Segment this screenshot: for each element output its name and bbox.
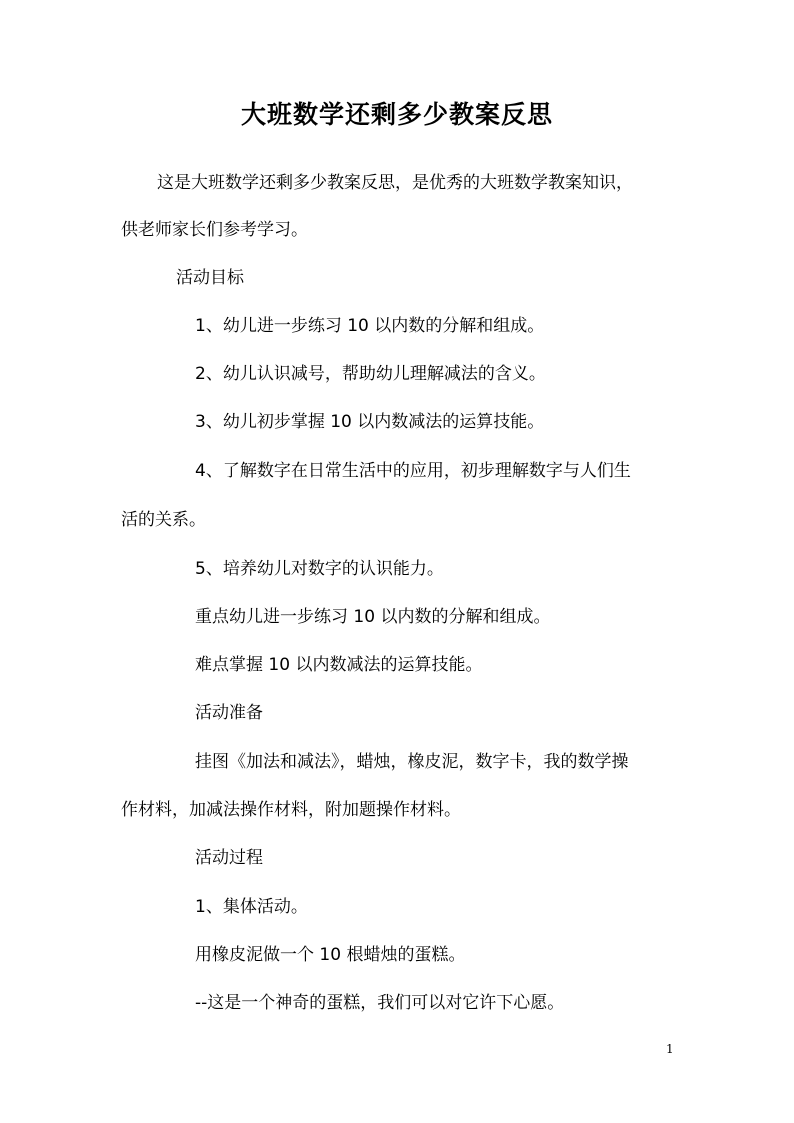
page-number: 1 [666,1042,674,1056]
document-title: 大班数学还剩多少教案反思 [240,100,553,129]
list-item: 5、培养幼儿对数字的认识能力。 [195,559,444,579]
section-heading-goals: 活动目标 [176,268,244,288]
paragraph-line: 作材料，加减法操作材料，附加题操作材料。 [121,800,461,820]
paragraph-line: 重点幼儿进一步练习 10 以内数的分解和组成。 [195,607,551,627]
list-item: 4、了解数字在日常生活中的应用，初步理解数字与人们生 [195,461,631,481]
paragraph-line: 活的关系。 [121,510,206,530]
paragraph-line: 用橡皮泥做一个 10 根蜡烛的蛋糕。 [195,945,466,965]
paragraph-line: 难点掌握 10 以内数减法的运算技能。 [195,655,483,675]
list-item: 1、集体活动。 [195,897,308,917]
paragraph-line: 挂图《加法和减法》，蜡烛，橡皮泥，数字卡，我的数学操 [195,752,629,772]
paragraph-line: 这是大班数学还剩多少教案反思，是优秀的大班数学教案知识， [157,173,633,193]
section-heading-process: 活动过程 [195,848,263,868]
list-item: 3、幼儿初步掌握 10 以内数减法的运算技能。 [195,412,545,432]
paragraph-line: 供老师家长们参考学习。 [121,220,308,240]
paragraph-line: --这是一个神奇的蛋糕，我们可以对它许下心愿。 [195,993,565,1013]
section-heading-preparation: 活动准备 [195,703,263,723]
list-item: 1、幼儿进一步练习 10 以内数的分解和组成。 [195,316,545,336]
list-item: 2、幼儿认识减号，帮助幼儿理解减法的含义。 [195,364,546,384]
